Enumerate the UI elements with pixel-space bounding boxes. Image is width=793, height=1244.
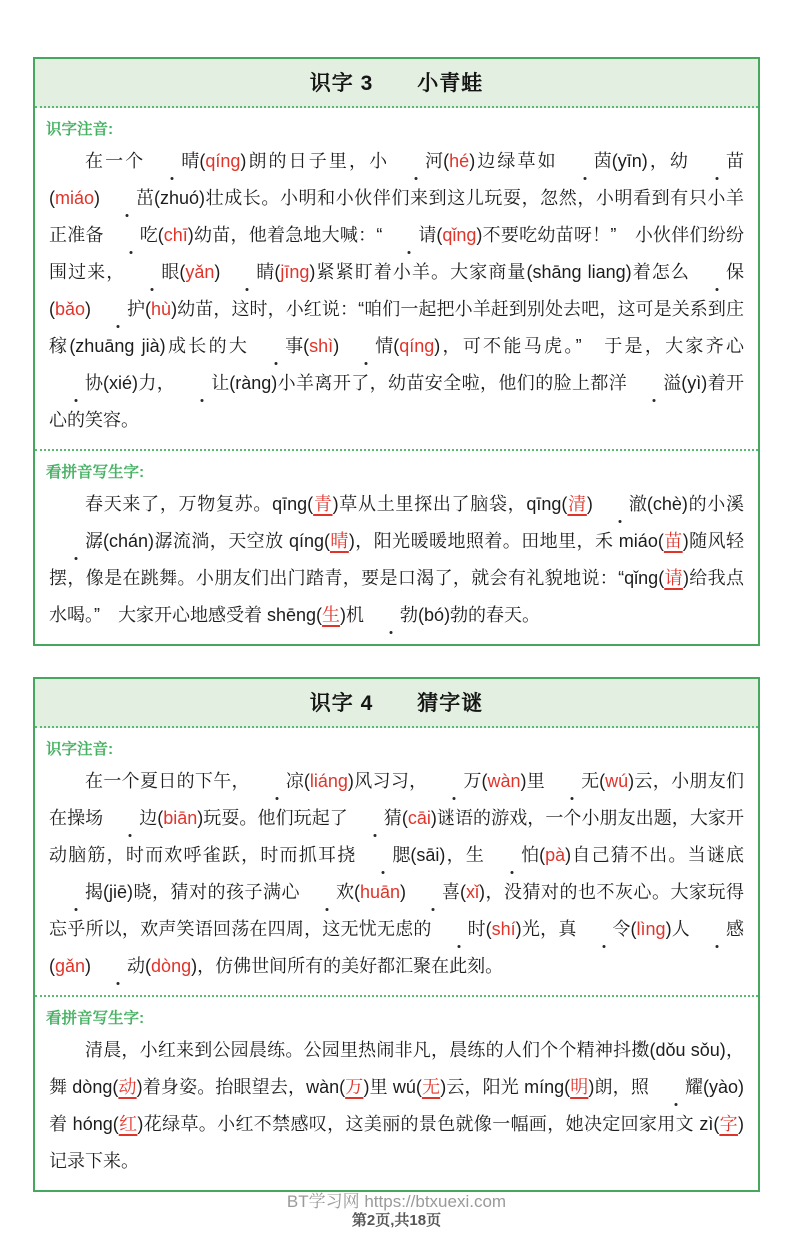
lesson-title-3: 识字 3 小青蛙 (35, 59, 758, 108)
zhuyin-passage-4: 在一个夏日的下午， 凉(liáng)风习习， 万(wàn)里 无(wú)云，小朋友们在操场 边(biān)玩耍。他们玩起了 猜(cāi)谜语的游戏，一个小朋友出题，大家开动脑筋，时而欢呼雀跃，时而抓耳挠 腮(sāi)，生 怕(pà)自己猜不出。当谜底揭(jiē)晓，猜对的孩子满心 欢(huān) 喜(xǐ)，没猜对的也不灰心。大家玩得忘乎所以，欢声笑语回荡在四周，这无忧无虑的 时(shí)光，真 令(lìng)人 感(gǎn) 动(dòng)，仿佛世间所有的美好都汇聚在此刻。 (49, 763, 744, 985)
zhuyin-passage-3: 在一个 晴(qíng)朗的日子里，小 河(hé)边绿草如 茵(yīn)，幼 苗(miáo) 茁(zhuó)壮成长。小明和小伙伴们来到这儿玩耍，忽然，小明看到有只小羊正准备 吃(chī)幼苗，他着急地大喊：“ 请(qǐng)不要吃幼苗呀！” 小伙伴们纷纷围过来， 眼(yǎn) 睛(jīng)紧紧盯着小羊。大家商量(shāng liang)着怎么 保(bǎo) 护(hù)幼苗，这时，小红说：“咱们一起把小羊赶到别处去吧，这可是关系到庄稼(zhuāng jià)成长的大 事(shì) 情(qíng)，可不能马虎。” 于是，大家齐心协(xié)力， 让(ràng)小羊离开了，幼苗安全啦，他们的脸上都洋 溢(yì)着开心的笑容。 (49, 143, 744, 439)
pinyin-write-passage-4: 清晨，小红来到公园晨练。公园里热闹非凡，晨练的人们个个精神抖擞(dǒu sǒu)，舞 dòng(动)着身姿。抬眼望去，wàn(万)里 wú(无)云，阳光 míng(明)朗，照 耀(yào)着 hóng(红)花绿草。小红不禁感叹，这美丽的景色就像一幅画，她决定回家用文 zì(字)记录下来。 (49, 1040, 745, 1171)
lesson-card-3 (33, 57, 760, 646)
site-link[interactable]: BT学习网 https://btxuexi.com (286, 1192, 507, 1211)
lesson-title-4: 识字 4 猜字谜 (35, 679, 758, 728)
pinyin-write-label-4: 看拼音写生字: (46, 1010, 145, 1027)
pinyin-write-label-3: 看拼音写生字: (46, 464, 145, 481)
zhuyin-label-3: 识字注音: (46, 121, 114, 138)
zhuyin-block-4 (35, 728, 758, 985)
pinyin-write-passage-3: 春天来了，万物复苏。qīng(青)草从土里探出了脑袋，qīng(清) 澈(chè)的小溪潺(chán)潺流淌，天空放 qíng(晴)，阳光暖暖地照着。田地里，禾 miáo(苗)随风轻摆，像是在跳舞。小朋友们出门踏青，要是口渴了，就会有礼貌地说：“qǐng(请)给我点水喝。” 大家开心地感受着 shēng(生)机 勃(bó)勃的春天。 (49, 486, 744, 634)
zhuyin-block-3 (35, 108, 758, 439)
page-footer (0, 1192, 793, 1244)
lesson-card-4 (33, 677, 760, 1192)
pinyin-write-block-4 (35, 997, 758, 1180)
pinyin-write-block-3 (35, 451, 758, 634)
page-number: 第2页,共18页 (351, 1212, 442, 1229)
zhuyin-label-4: 识字注音: (46, 741, 114, 758)
